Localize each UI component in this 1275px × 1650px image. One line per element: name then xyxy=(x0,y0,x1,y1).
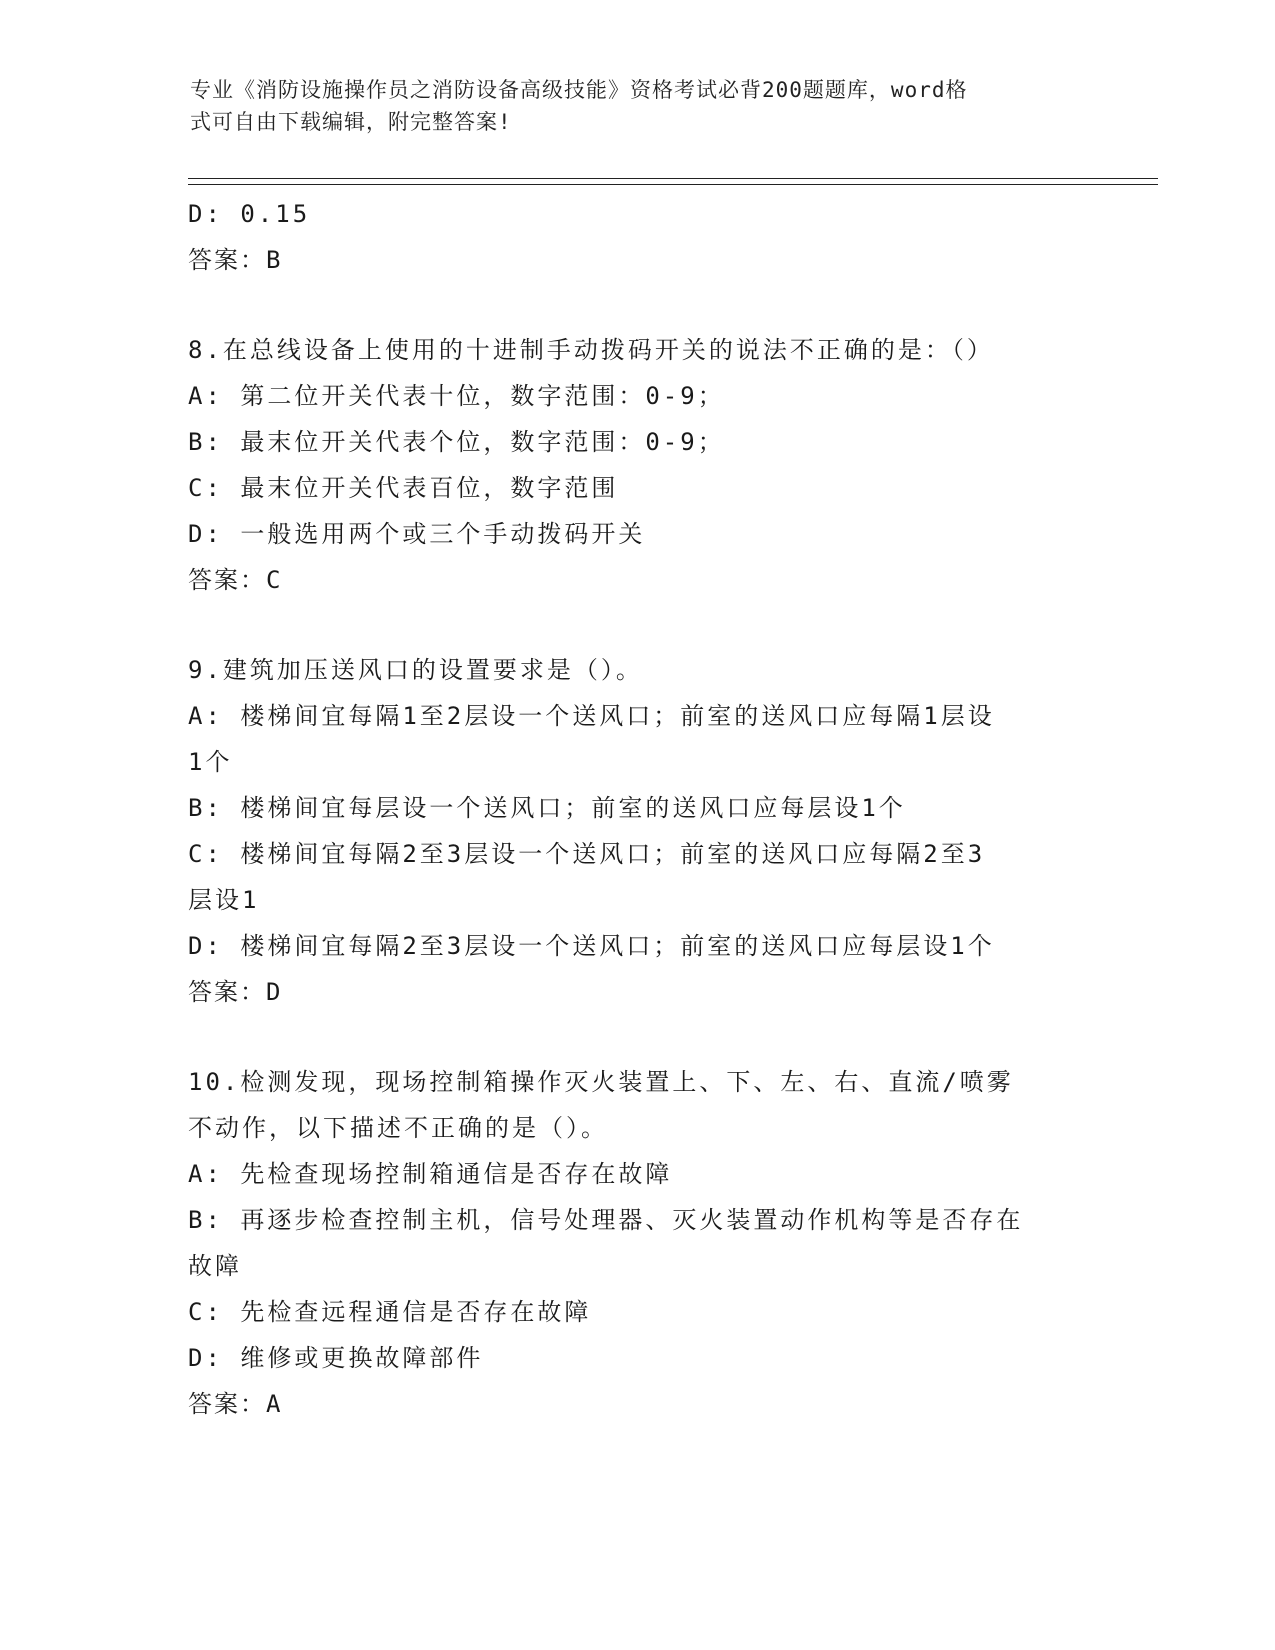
answer xyxy=(188,969,1088,1015)
option-a-line-1: A: 楼梯间宜每隔1至2层设一个送风口；前室的送风口应每隔1层设 xyxy=(188,702,995,730)
question-8 xyxy=(188,327,1088,603)
document-body xyxy=(188,191,1088,1427)
answer xyxy=(188,1381,1088,1427)
answer-label: 答案： xyxy=(188,566,266,594)
question-9 xyxy=(188,647,1088,1015)
option-c: C: 先检查远程通信是否存在故障 xyxy=(188,1298,592,1326)
header-line-1: 专业《消防设施操作员之消防设备高级技能》资格考试必背200题题库，word格 xyxy=(190,78,968,102)
answer-label: 答案： xyxy=(188,978,266,1006)
header-line-2: 式可自由下载编辑，附完整答案! xyxy=(190,110,512,134)
option-a: A: 第二位开关代表十位，数字范围：0-9； xyxy=(188,382,725,410)
option-c-line-2: 层设1 xyxy=(188,886,260,914)
answer-label: 答案： xyxy=(188,246,266,274)
question-text-line-1: 10.检测发现，现场控制箱操作灭火装置上、下、左、右、直流/喷雾 xyxy=(188,1068,1014,1096)
question-text: 9.建筑加压送风口的设置要求是（）。 xyxy=(188,656,643,684)
option-d: D: 一般选用两个或三个手动拨码开关 xyxy=(188,520,646,548)
option-a: A: 先检查现场控制箱通信是否存在故障 xyxy=(188,1160,673,1188)
question-10 xyxy=(188,1059,1088,1427)
header-divider-top xyxy=(188,178,1158,179)
page-header xyxy=(190,74,1080,138)
answer xyxy=(188,557,1088,603)
spacer xyxy=(188,603,1088,647)
option-b: B: 楼梯间宜每层设一个送风口；前室的送风口应每层设1个 xyxy=(188,794,906,822)
answer-value: C xyxy=(266,566,283,594)
question-text-line-2: 不动作，以下描述不正确的是（）。 xyxy=(188,1114,608,1142)
option-c: C: 最末位开关代表百位，数字范围 xyxy=(188,474,619,502)
prev-option-d: D: 0.15 xyxy=(188,200,311,228)
answer-label: 答案： xyxy=(188,1390,266,1418)
option-b: B: 最末位开关代表个位，数字范围：0-9； xyxy=(188,428,725,456)
prev-answer xyxy=(188,237,1088,283)
spacer xyxy=(188,283,1088,327)
header-divider-bottom xyxy=(188,184,1158,185)
option-d: D: 楼梯间宜每隔2至3层设一个送风口；前室的送风口应每层设1个 xyxy=(188,932,995,960)
option-b-line-1: B: 再逐步检查控制主机，信号处理器、灭火装置动作机构等是否存在 xyxy=(188,1206,1024,1234)
answer-value: B xyxy=(266,246,283,274)
answer-value: D xyxy=(266,978,283,1006)
question-text: 8.在总线设备上使用的十进制手动拨码开关的说法不正确的是：（） xyxy=(188,336,994,364)
option-d: D: 维修或更换故障部件 xyxy=(188,1344,484,1372)
option-a-line-2: 1个 xyxy=(188,748,233,776)
spacer xyxy=(188,1015,1088,1059)
option-c-line-1: C: 楼梯间宜每隔2至3层设一个送风口；前室的送风口应每隔2至3 xyxy=(188,840,986,868)
option-b-line-2: 故障 xyxy=(188,1252,242,1280)
answer-value: A xyxy=(266,1390,283,1418)
